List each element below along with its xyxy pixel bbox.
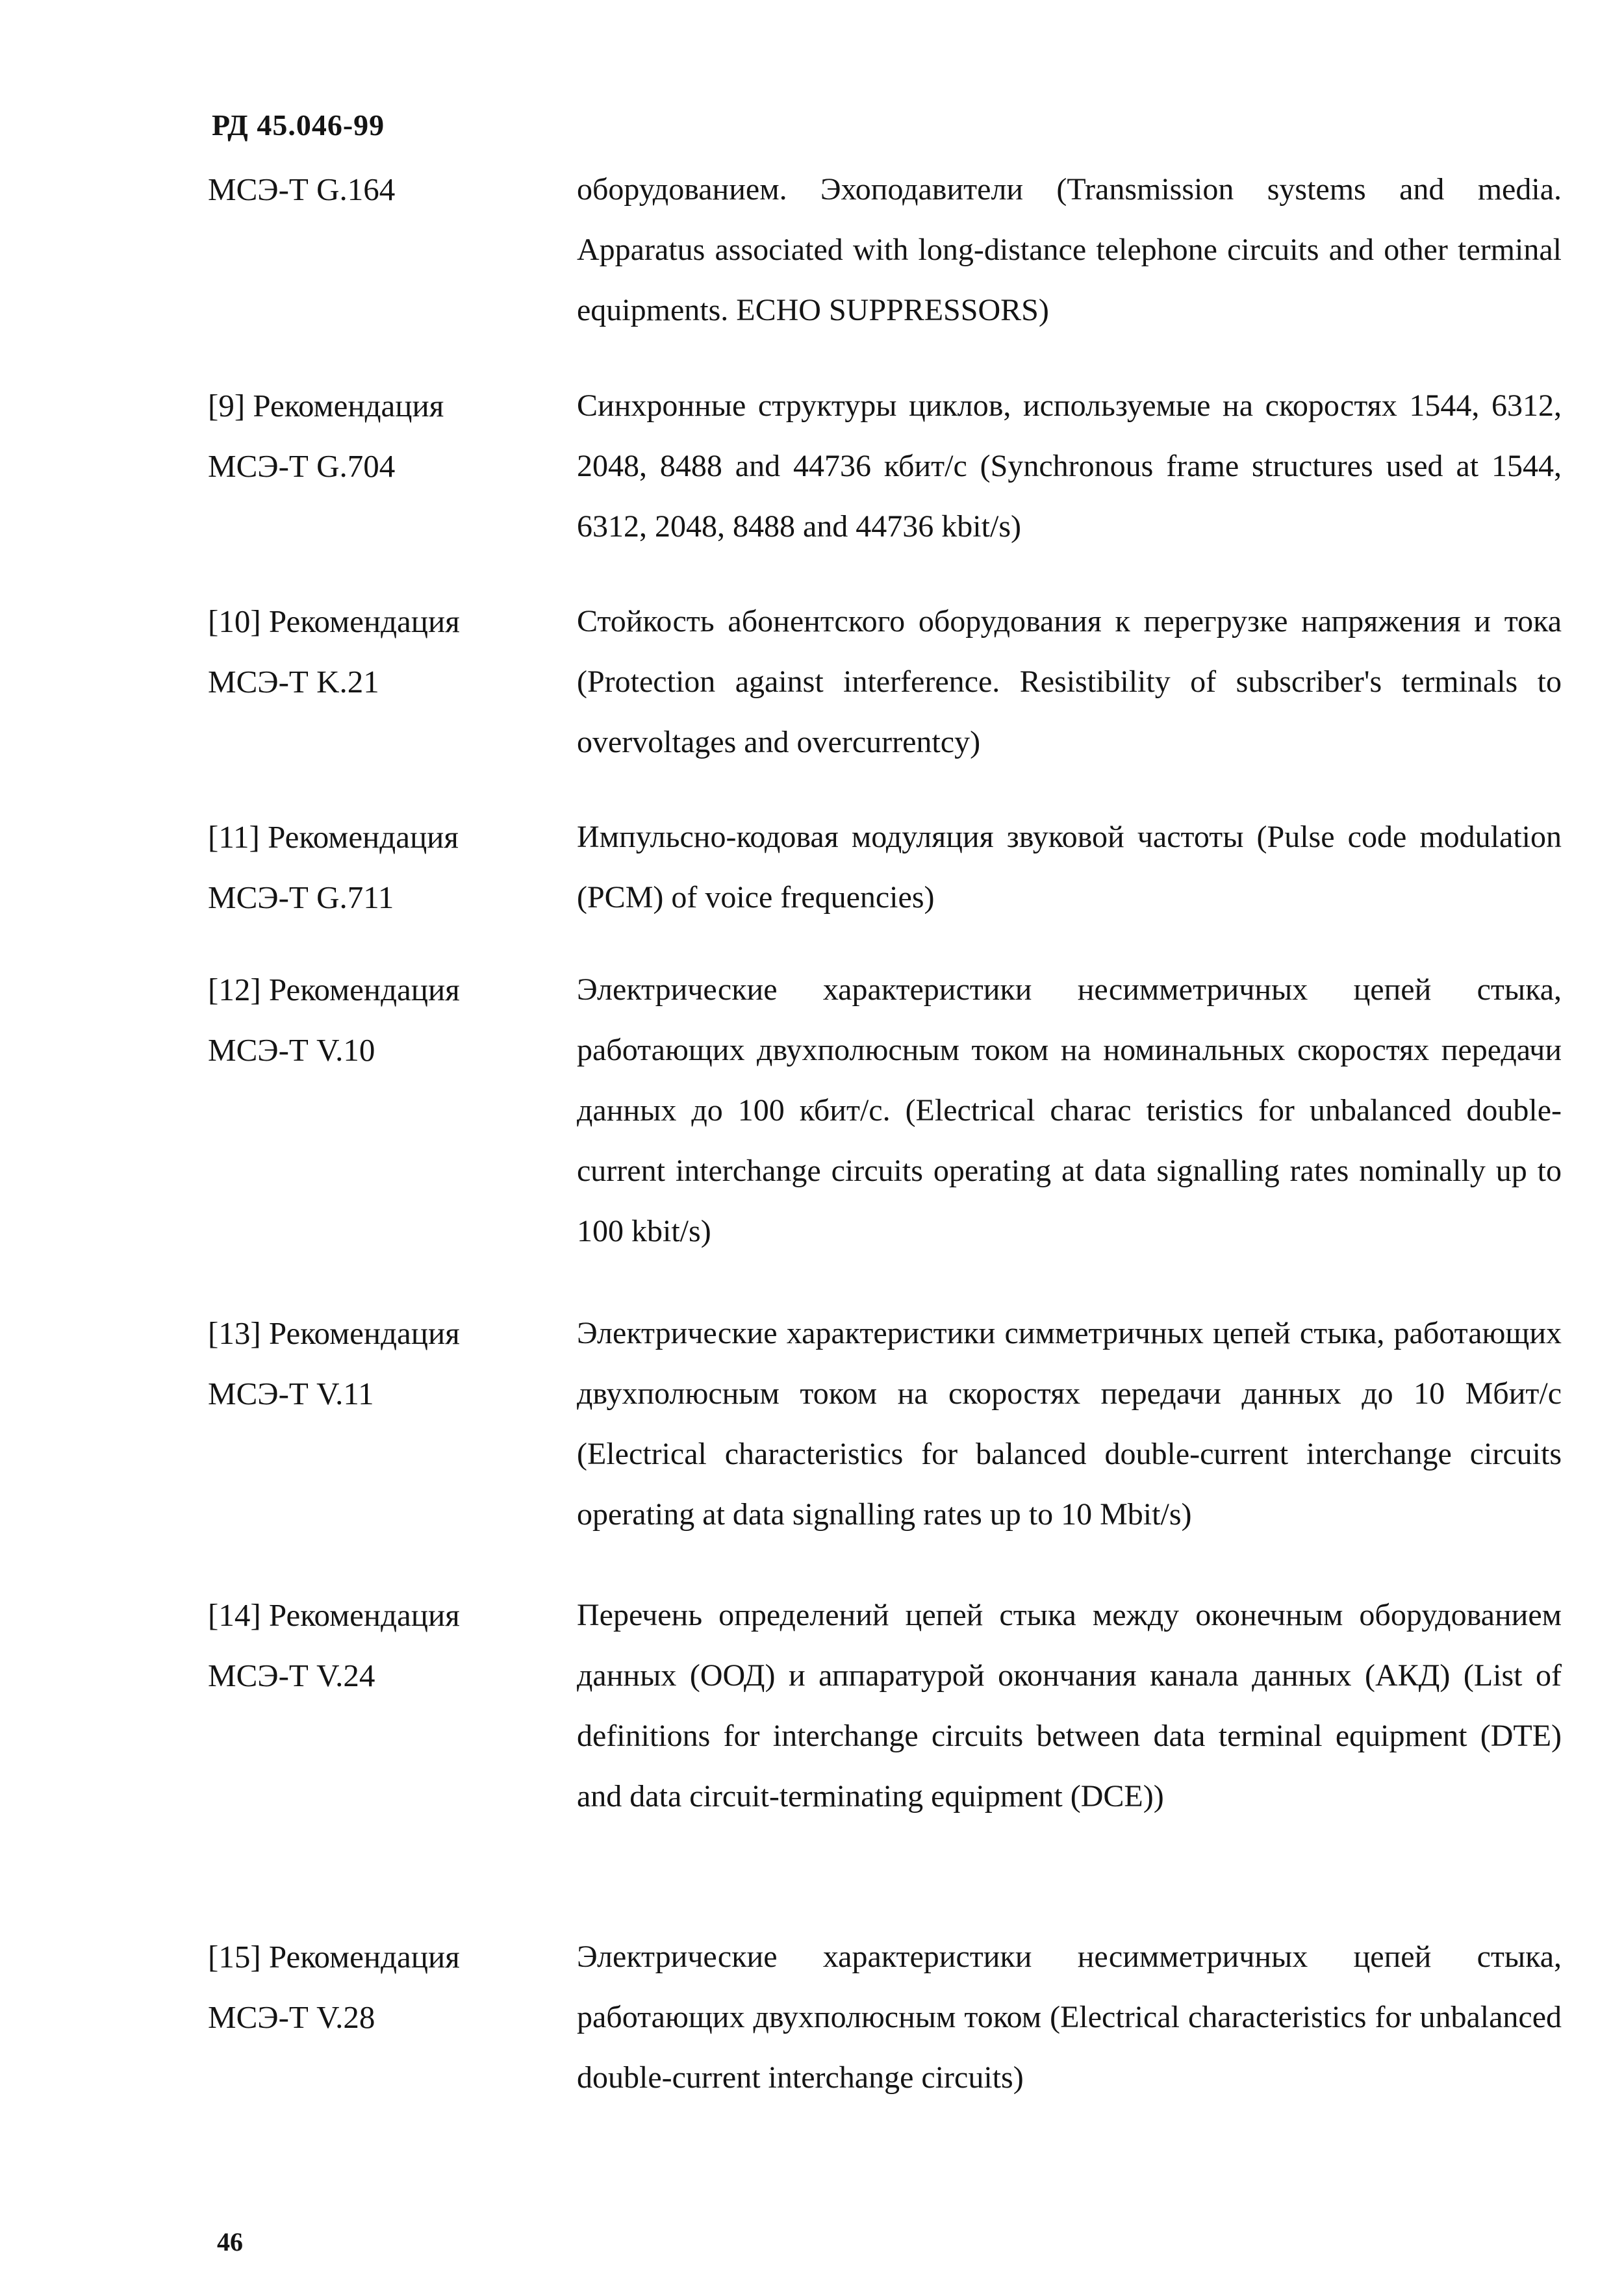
reference-label <box>208 959 546 1080</box>
reference-label <box>208 591 546 712</box>
reference-description: Перечень определений цепей стыка между оконечным оборудованием данных (ООД) и аппаратурой окончания канала данных (АКД) (List of definitions for interchange circuits between data terminal equipment (DTE) and data circuit-terminating equipment (DCE)) <box>577 1598 1562 1813</box>
reference-code: МСЭ-Т V.11 <box>208 1376 374 1411</box>
reference-label <box>208 159 546 220</box>
reference-code: МСЭ-Т V.28 <box>208 1999 375 2035</box>
reference-description: Электрические характеристики несимметричных цепей стыка, работающих двухполюсным током (Electrical characteristics for unbalanced double-current interchange circuits) <box>577 1940 1562 2095</box>
reference-number: [13] Рекомендация <box>208 1315 460 1351</box>
reference-description: Электрические характеристики несимметричных цепей стыка, работающих двухполюсным током на номинальных скоростях передачи данных до 100 кбит/с. (Electrical charac teristics for unbalanced double-current interchange circuits operating at data signalling rates nominally up to 100 kbit/s) <box>577 972 1562 1248</box>
reference-number: [12] Рекомендация <box>208 972 460 1007</box>
reference-label <box>208 807 546 928</box>
reference-label <box>208 1303 546 1424</box>
reference-description: Синхронные структуры циклов, используемые на скоростях 1544, 6312, 2048, 8488 and 44736 кбит/с (Synchronous frame structures used at 1544, 6312, 2048, 8488 and 44736 kbit/s) <box>577 388 1562 544</box>
page-number: 46 <box>217 2227 243 2256</box>
reference-code: МСЭ-Т K.21 <box>208 664 379 700</box>
reference-label <box>208 1585 546 1706</box>
page-header: РД 45.046-99 <box>212 108 385 142</box>
reference-code: МСЭ-Т V.10 <box>208 1032 375 1068</box>
reference-description: Импульсно-кодовая модуляция звуковой частоты (Pulse code modulation (PCM) of voice frequencies) <box>577 820 1562 915</box>
reference-description: оборудованием. Эхоподавители (Transmission systems and media. Apparatus associated with long-distance telephone circuits and other terminal equipments. ECHO SUPPRESSORS) <box>577 172 1562 327</box>
reference-code: МСЭ-Т G.164 <box>208 171 396 207</box>
reference-label <box>208 375 546 496</box>
reference-number: [15] Рекомендация <box>208 1939 460 1975</box>
reference-description: Стойкость абонентского оборудования к перегрузке напряжения и тока (Protection against interference. Resistibility of subscriber's terminals to overvoltages and overcurrentcy) <box>577 604 1562 759</box>
reference-number: [9] Рекомендация <box>208 388 444 423</box>
reference-number: [14] Рекомендация <box>208 1597 460 1633</box>
reference-description: Электрические характеристики симметричных цепей стыка, работающих двухполюсным током на скоростях передачи данных до 10 Мбит/с (Electrical characteristics for balanced double-current interchange circuits operating at data signalling rates up to 10 Mbit/s) <box>577 1316 1562 1532</box>
reference-label <box>208 1927 546 2047</box>
reference-code: МСЭ-Т G.704 <box>208 448 396 484</box>
reference-number: [10] Рекомендация <box>208 603 460 639</box>
reference-code: МСЭ-Т V.24 <box>208 1658 375 1693</box>
reference-number: [11] Рекомендация <box>208 819 459 855</box>
reference-code: МСЭ-Т G.711 <box>208 879 394 915</box>
